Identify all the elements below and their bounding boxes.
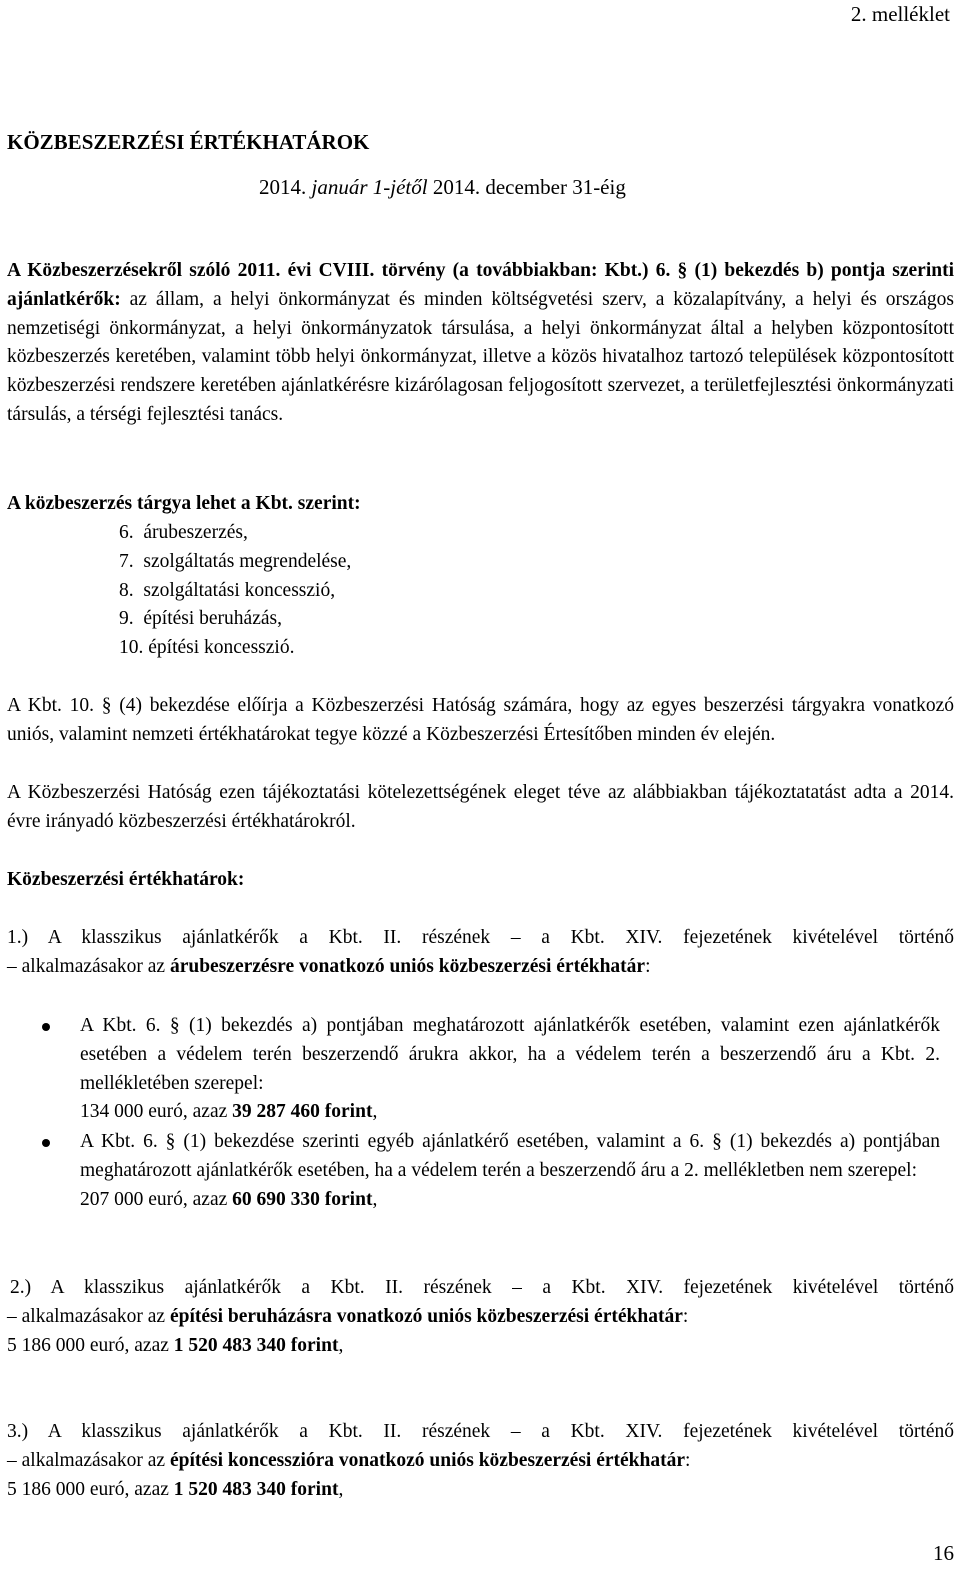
list-item: 7. szolgáltatás megrendelése, (119, 550, 352, 572)
year-to: 2014. (432, 175, 481, 199)
list-item (80, 1128, 940, 1214)
amount-prefix: 5 186 000 euró, azaz (7, 1479, 174, 1500)
bullet-amount (80, 1186, 940, 1215)
section2-line2-post: : (682, 1306, 689, 1327)
to-date: december 31-éig (485, 175, 626, 199)
section2-line2 (7, 1303, 954, 1332)
date-range (259, 173, 626, 201)
section3-line2-post: : (685, 1450, 691, 1471)
section3-category: építési koncesszióra vonatkozó uniós közbeszerzési értékhatár (169, 1450, 686, 1471)
page-number: 16 (933, 1541, 954, 1565)
list-item: 10. építési koncesszió. (119, 637, 295, 659)
list-item: 6. árubeszerzés, (119, 522, 248, 543)
section1-line2-post: : (645, 956, 651, 977)
authority-paragraph: A Közbeszerzési Hatóság ezen tájékoztatási kötelezettségének eleget téve az alábbiakban tájékoztatatást adta a 2014. évre irányadó közbeszerzési értékhatárokról. (7, 782, 954, 832)
intro-rest: az állam, a helyi önkormányzat és minden költségvetési szerv, a közalapítvány, a helyi és országos nemzetiségi önkormányzat, a helyi önkormányzatok társulása, a helyi önkormányzat által a helyben központosított közbeszerzés keretében, valamint több helyi önkormányzat, illetve a közös hivatalhoz tartozó települések központosított közbeszerzési rendszere keretében ajánlatkérésre kizárólagosan feljogosított szervezet, a területfejlesztési önkormányzati társulás, a térségi fejlesztési tanács. (7, 288, 954, 425)
annex-label: 2. melléklet (850, 2, 950, 26)
thresholds-heading: Közbeszerzési értékhatárok: (7, 869, 245, 890)
bullet-icon (42, 1139, 50, 1147)
intro-paragraph (7, 257, 954, 430)
year-from: 2014. (259, 175, 307, 199)
document-title: KÖZBESZERZÉSI ÉRTÉKHATÁROK (7, 130, 370, 154)
kbt10-paragraph: A Kbt. 10. § (4) bekezdése előírja a Közbeszerzési Hatóság számára, hogy az egyes beszerzési tárgyakra vonatkozó uniós, valamint nemzeti értékhatárokat tegye közzé a Közbeszerzési Értesítőben minden év elején. (7, 695, 954, 745)
list-item (80, 1012, 940, 1127)
section1-category: árubeszerzésre vonatkozó uniós közbeszerzési értékhatár (169, 956, 646, 977)
section2-category: építési beruházásra vonatkozó uniós közbeszerzési értékhatár (169, 1306, 683, 1327)
amount-suffix: , (338, 1479, 344, 1500)
bullet-amount (80, 1098, 940, 1127)
from-date: január 1-jétől (311, 175, 428, 199)
list-item: 8. szolgáltatási koncesszió, (119, 579, 336, 601)
amount-prefix: 207 000 euró, azaz (80, 1188, 233, 1210)
amount-huf: 1 520 483 340 forint (173, 1335, 339, 1356)
section1-line2-pre: – alkalmazásakor az (7, 956, 170, 977)
bullet-text: A Kbt. 6. § (1) bekezdés a) pontjában meghatározott ajánlatkérők esetében, valamint ezen ajánlatkérők esetében a védelem terén beszerzendő árukra akkor, ha a védelem terén a beszerzendő áru a Kbt. 2. mellékletében szerepel: (80, 1015, 940, 1094)
amount-huf: 1 520 483 340 forint (173, 1479, 339, 1500)
amount-huf: 39 287 460 forint (232, 1101, 373, 1123)
list-item: 9. építési beruházás, (119, 608, 282, 630)
section1-line2 (7, 953, 954, 982)
section3-amount (7, 1476, 954, 1505)
section2-amount (7, 1332, 954, 1361)
amount-suffix: , (372, 1101, 378, 1123)
section3-line2 (7, 1447, 954, 1476)
section3-line1: 3.) A klasszikus ajánlatkérők a Kbt. II. részének – a Kbt. XIV. fejezetének kivételével történő (7, 1421, 954, 1442)
amount-suffix: , (372, 1188, 378, 1210)
bullet-text: A Kbt. 6. § (1) bekezdése szerinti egyéb ajánlatkérő esetében, valamint a 6. § (1) bekezdés a) pontjában meghatározott ajánlatkérők esetében, ha a védelem terén a beszerzendő áru a 2. mellékletben nem szerepel: (80, 1131, 940, 1181)
subject-list (119, 519, 351, 663)
amount-prefix: 134 000 euró, azaz (80, 1101, 233, 1123)
section2-line2-pre: – alkalmazásakor az (7, 1306, 170, 1327)
section3-line2-pre: – alkalmazásakor az (7, 1450, 170, 1471)
section2-line1: 2.) A klasszikus ajánlatkérők a Kbt. II. részének – a Kbt. XIV. fejezetének kivételével történő (10, 1277, 954, 1298)
bullet-icon (42, 1023, 50, 1031)
section1-line1: 1.) A klasszikus ajánlatkérők a Kbt. II. részének – a Kbt. XIV. fejezetének kivételével történő (7, 927, 954, 948)
intro-lead: A Közbeszerzésekről szóló 2011. évi CVIII. törvény (a továbbiakban: Kbt.) 6. § (1) bekezdés b) pontja szerinti ajánlatkérők: (7, 260, 954, 310)
amount-prefix: 5 186 000 euró, azaz (7, 1335, 174, 1356)
amount-huf: 60 690 330 forint (232, 1188, 373, 1210)
subject-heading: A közbeszerzés tárgya lehet a Kbt. szerint: (7, 493, 361, 514)
amount-suffix: , (338, 1335, 344, 1356)
